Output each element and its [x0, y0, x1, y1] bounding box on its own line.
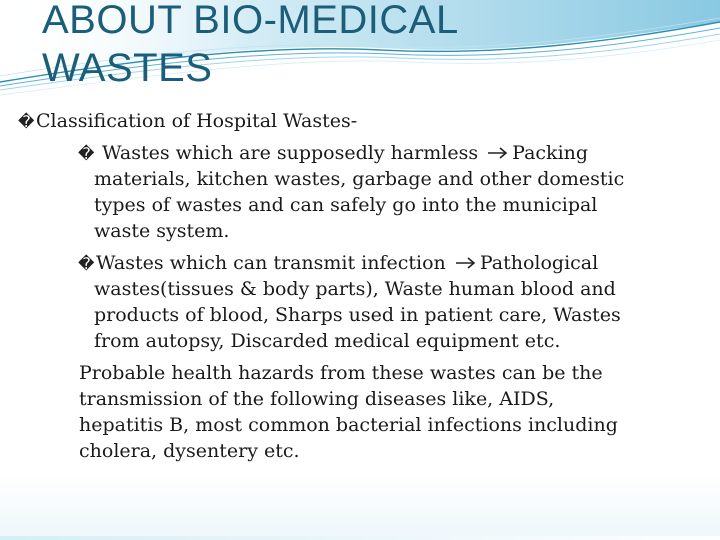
item1-line-3: types of wastes and can safely go into the municipal: [94, 194, 598, 216]
slide-title: [42, 0, 459, 92]
item1-text-b: Packing: [512, 142, 589, 164]
item1-line-4: waste system.: [94, 220, 230, 242]
bottom-decoration: [0, 536, 720, 540]
item2-text-a: Wastes which can transmit infection: [96, 252, 446, 274]
paragraph-line-4: cholera, dysentery etc.: [79, 440, 300, 462]
item1-line-1: [78, 140, 588, 167]
heading-text: Classification of Hospital Wastes-: [36, 110, 358, 132]
bullet-glyph: �: [78, 254, 95, 273]
classification-heading: [18, 108, 357, 135]
title-line-2: WASTES: [42, 46, 213, 90]
paragraph-line-1: Probable health hazards from these wastes can be the: [79, 362, 603, 384]
item2-text-b: Pathological: [479, 252, 599, 274]
right-arrow-icon: [455, 256, 477, 270]
title-line-1: ABOUT BIO-MEDICAL: [42, 0, 459, 42]
item2-line-3: products of blood, Sharps used in patient care, Wastes: [94, 304, 621, 326]
right-arrow-icon: [487, 146, 509, 160]
item2-line-4: from autopsy, Discarded medical equipment etc.: [94, 330, 561, 352]
bullet-glyph: �: [18, 112, 35, 131]
item1-line-2: materials, kitchen wastes, garbage and other domestic: [94, 168, 625, 190]
paragraph-line-3: hepatitis B, most common bacterial infections including: [79, 414, 618, 436]
paragraph-line-2: transmission of the following diseases like, AIDS,: [79, 388, 555, 410]
item1-text-a: Wastes which are supposedly harmless: [96, 142, 479, 164]
item2-line-1: [78, 250, 598, 277]
bullet-glyph: �: [78, 144, 95, 163]
item2-line-2: wastes(tissues & body parts), Waste human blood and: [94, 278, 616, 300]
